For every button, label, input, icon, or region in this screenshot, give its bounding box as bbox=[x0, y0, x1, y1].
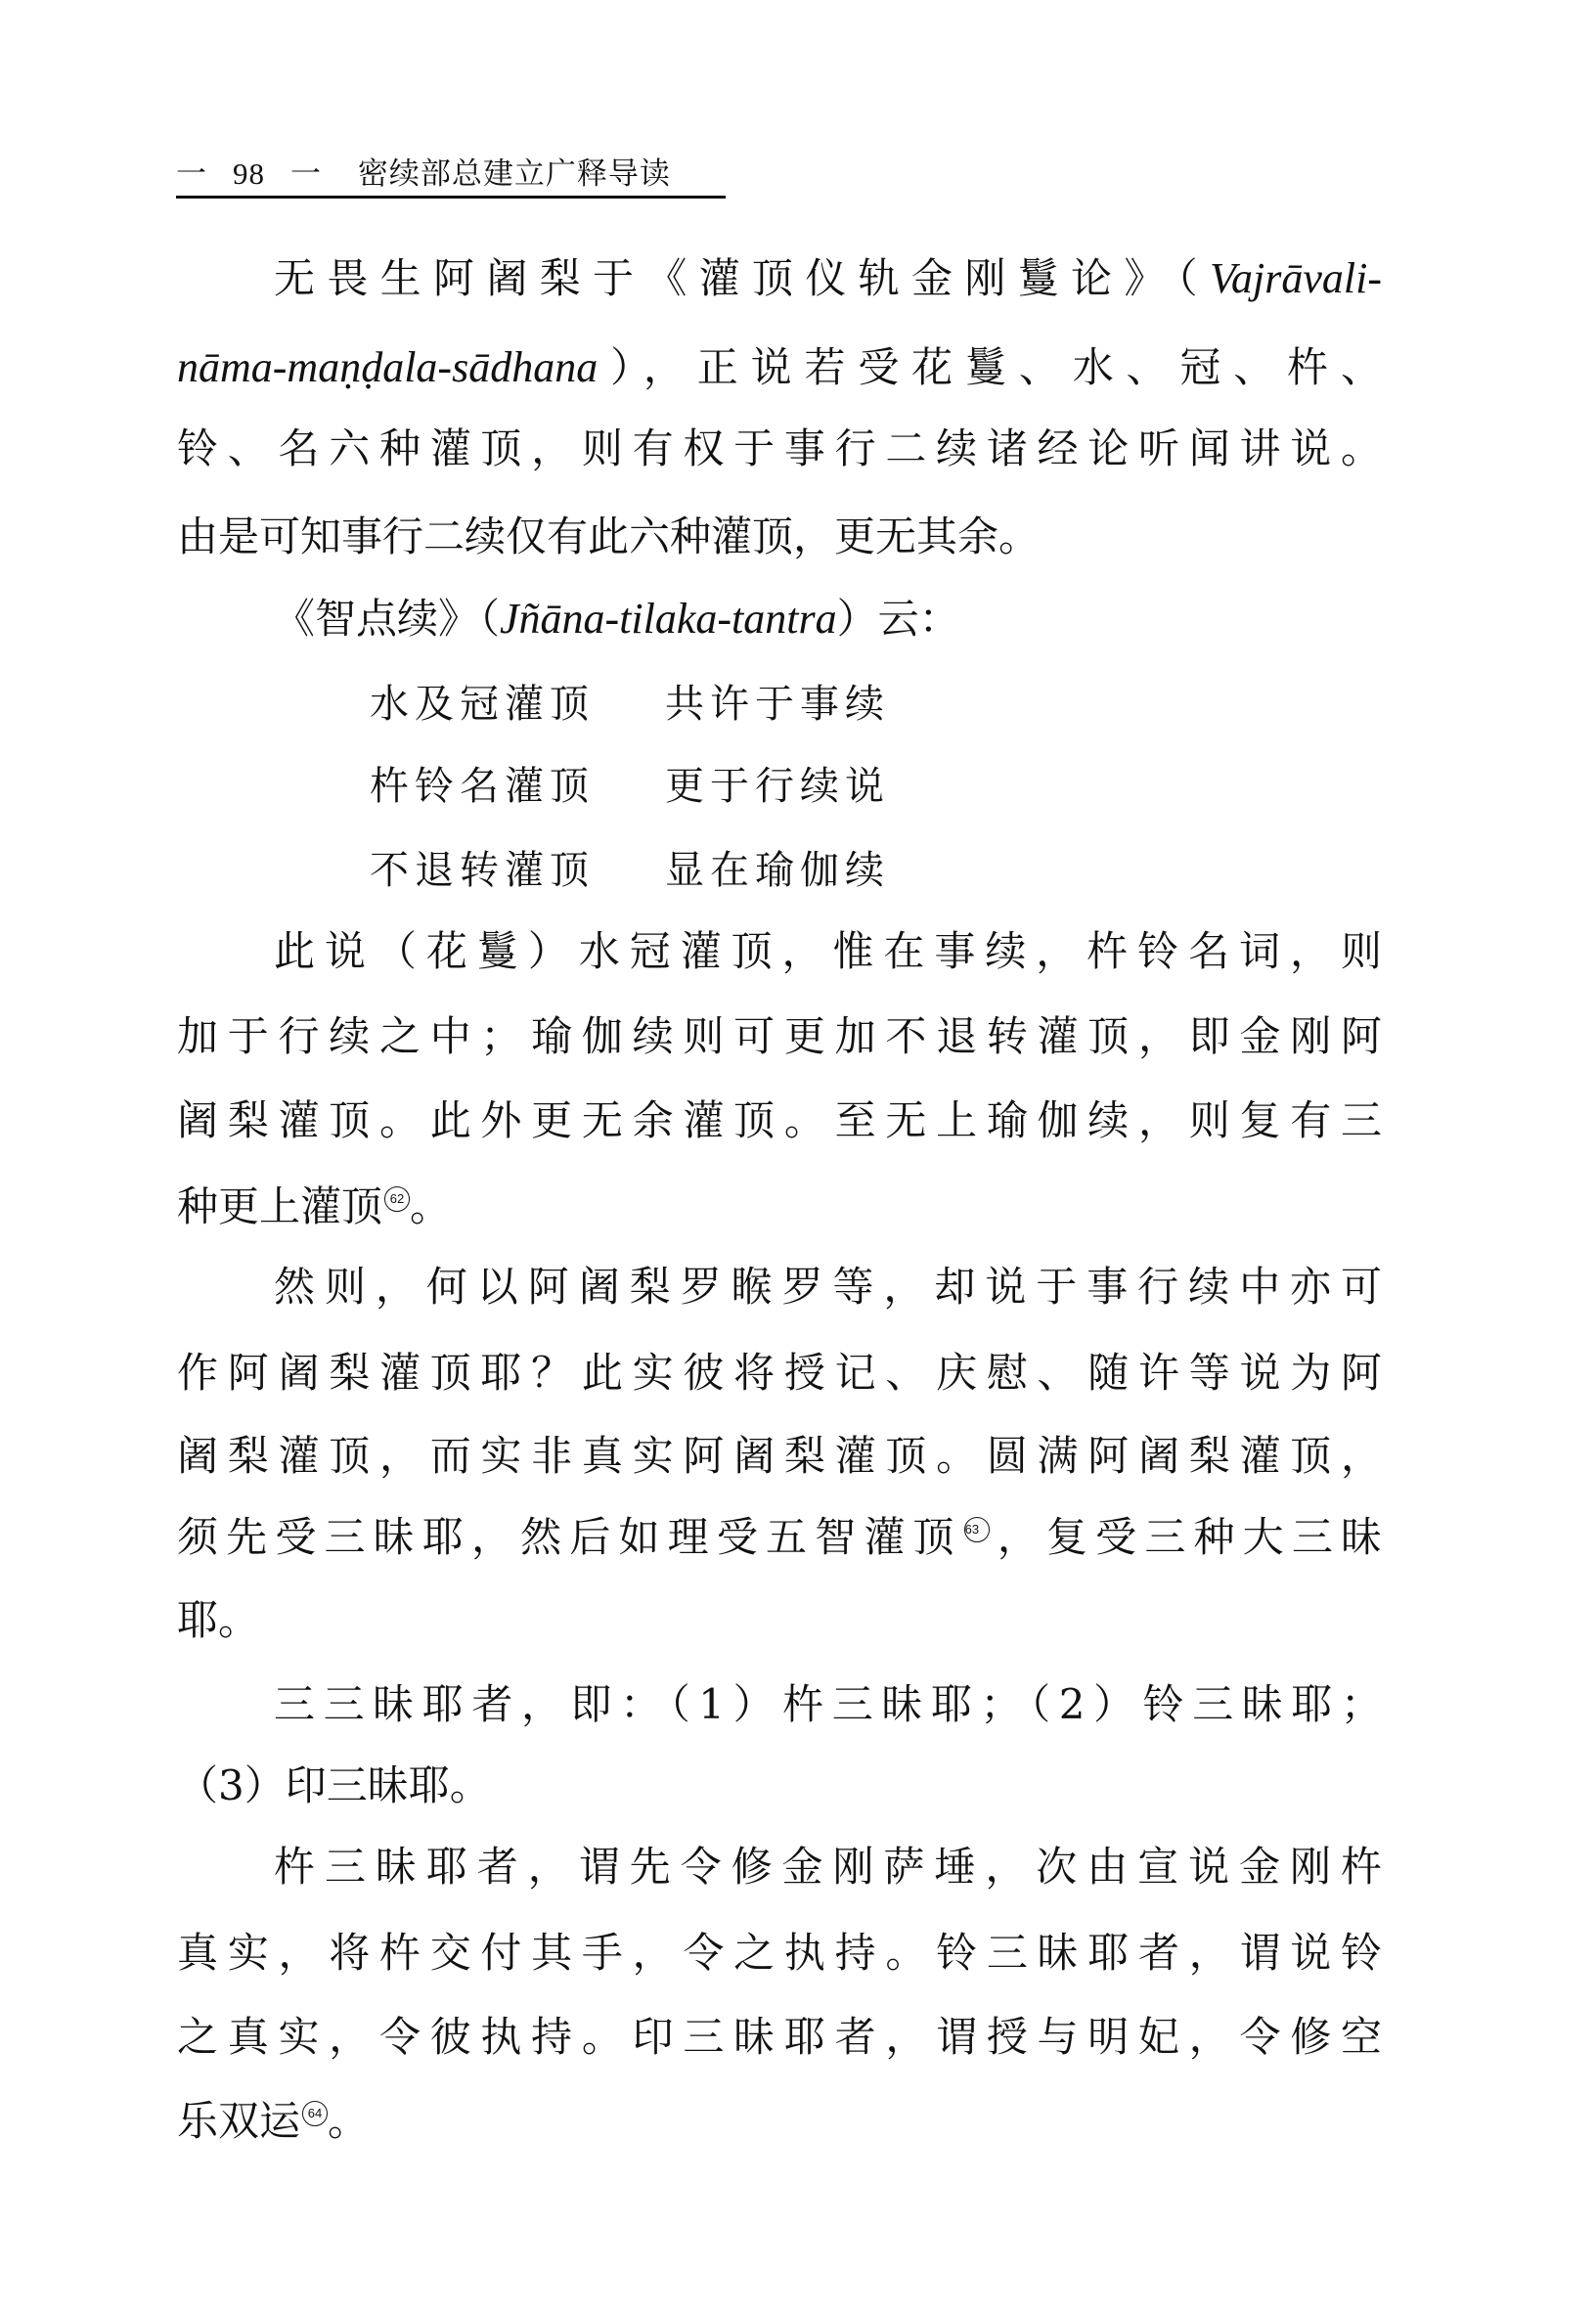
footnote-marker: 62 bbox=[384, 1186, 410, 1212]
verse-hemistich: 共许于事续 bbox=[665, 682, 890, 727]
text-line bbox=[177, 420, 1382, 478]
text-line bbox=[177, 2092, 369, 2151]
verse-hemistich: 水及冠灌顶 bbox=[370, 682, 595, 727]
line-text: 之真实，令彼执持。印三昧耶者，谓授与明妃，令修空 bbox=[177, 2013, 1382, 2061]
text-line bbox=[177, 1007, 1382, 1066]
footnote-marker: 63 bbox=[964, 1517, 990, 1542]
line-text: 作阿阇梨灌顶耶？此实彼将授记、庆慰、随许等说为阿 bbox=[177, 1349, 1382, 1397]
header-rule bbox=[176, 196, 726, 199]
text-line bbox=[274, 249, 1382, 308]
header-dash: 一 bbox=[290, 156, 322, 192]
text-line bbox=[274, 1838, 1382, 1896]
line-text: 种更上灌顶 bbox=[177, 1182, 383, 1230]
book-title: 密续部总建立广释导读 bbox=[357, 156, 671, 192]
text-line bbox=[274, 1675, 1382, 1734]
line-text: 《智点续》（ bbox=[274, 595, 501, 643]
text-line bbox=[177, 1508, 1382, 1567]
line-text: 阇梨灌顶。此外更无余灌顶。至无上瑜伽续，则复有三 bbox=[177, 1096, 1382, 1144]
line-text: 耶。 bbox=[177, 1596, 260, 1644]
page-number: 98 bbox=[233, 156, 265, 191]
line-text: 三三昧耶者，即：（1）杵三昧耶；（2）铃三昧耶； bbox=[274, 1680, 1382, 1728]
line-text: 然则，何以阿阇梨罗睺罗等，却说于事行续中亦可 bbox=[274, 1263, 1382, 1311]
line-text: 。 bbox=[328, 2097, 370, 2145]
text-line bbox=[177, 508, 1040, 566]
line-text: 由是可知事行二续仅有此六种灌顶，更无其余。 bbox=[177, 512, 1041, 560]
line-text: ，复受三种大三昧 bbox=[989, 1513, 1382, 1561]
text-line bbox=[177, 1427, 1382, 1486]
line-text: （3）印三昧耶。 bbox=[177, 1761, 491, 1809]
footnote-marker: 64 bbox=[302, 2101, 328, 2126]
line-text: 无畏生阿阇梨于《灌顶仪轨金刚鬘论》（ bbox=[274, 254, 1211, 302]
verse-hemistich: 杵铃名灌顶 bbox=[370, 764, 595, 809]
line-text: 须先受三昧耶，然后如理受五智灌顶 bbox=[177, 1513, 962, 1561]
line-text: 铃、名六种灌顶，则有权于事行二续诸经论听闻讲说。 bbox=[177, 424, 1382, 472]
text-line bbox=[274, 1258, 1382, 1316]
text-line bbox=[177, 1344, 1382, 1403]
text-line bbox=[177, 1591, 259, 1650]
text-line bbox=[177, 338, 1382, 397]
verse-hemistich: 显在瑜伽续 bbox=[665, 848, 890, 893]
line-text: 真实，将杵交付其手，令之执持。铃三昧耶者，谓说铃 bbox=[177, 1929, 1382, 1977]
verse-hemistich: 更于行续说 bbox=[665, 764, 890, 809]
text-line bbox=[177, 2008, 1382, 2067]
text-line bbox=[177, 1178, 451, 1236]
line-text: 杵三昧耶者，谓先令修金刚萨埵，次由宣说金刚杵 bbox=[274, 1843, 1382, 1891]
line-text: 。 bbox=[410, 1182, 452, 1230]
text-line bbox=[177, 1757, 491, 1815]
line-text: 乐双运 bbox=[177, 2097, 301, 2145]
latin-title: Jñāna-tilaka-tantra bbox=[500, 595, 837, 643]
verse-hemistich: 不退转灌顶 bbox=[370, 848, 595, 893]
text-line bbox=[177, 1924, 1382, 1983]
latin-title: Vajrāvali- bbox=[1210, 254, 1382, 302]
latin-title: nāma-maṇḍala-sādhana bbox=[177, 343, 598, 391]
line-text: 加于行续之中；瑜伽续则可更加不退转灌顶，即金刚阿 bbox=[177, 1012, 1382, 1060]
header-dash: 一 bbox=[176, 156, 207, 192]
line-text: 阇梨灌顶，而实非真实阿阇梨灌顶。圆满阿阇梨灌顶， bbox=[177, 1432, 1382, 1480]
text-line bbox=[274, 922, 1382, 981]
line-text: ）云： bbox=[836, 595, 960, 643]
text-line bbox=[274, 590, 960, 648]
line-text: 此说（花鬘）水冠灌顶，惟在事续，杵铃名词，则 bbox=[274, 927, 1382, 975]
text-line bbox=[177, 1092, 1382, 1150]
running-header bbox=[176, 149, 671, 193]
line-text: ），正说若受花鬘、水、冠、杵、 bbox=[598, 343, 1382, 391]
